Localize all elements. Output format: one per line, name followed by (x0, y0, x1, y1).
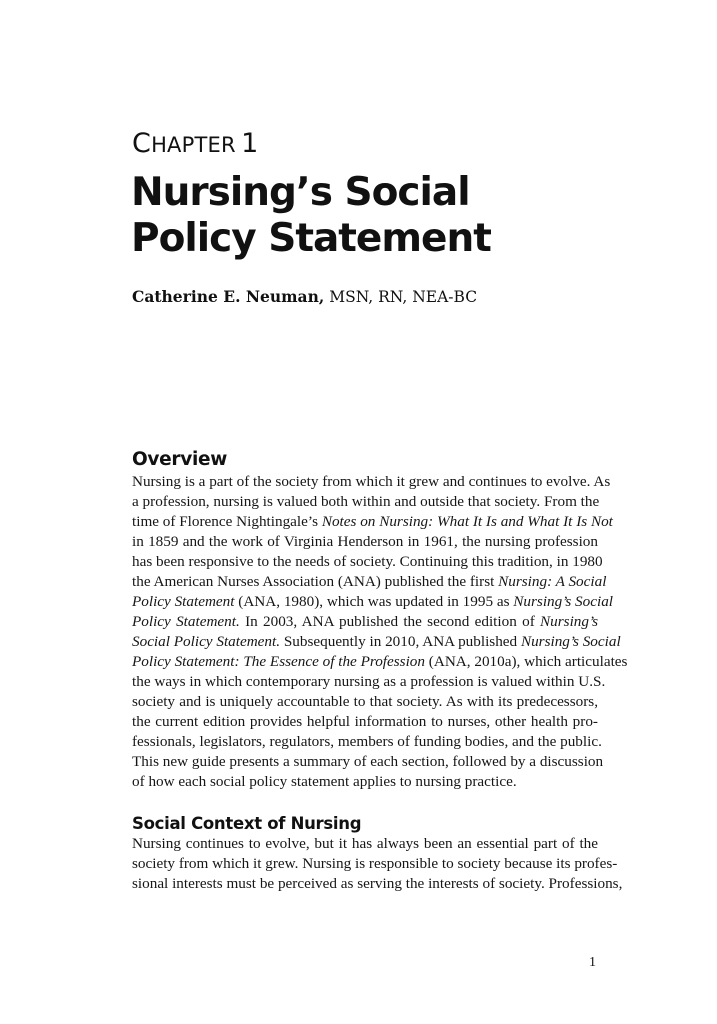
text-line (132, 472, 611, 492)
text-line (132, 732, 602, 752)
chapter-label-initial: C (132, 128, 152, 159)
social-context-heading: Social Context of Nursing (132, 814, 362, 833)
italic-title-run: Nursing’s Social (513, 593, 614, 610)
text-line (132, 612, 598, 632)
text-line (132, 652, 628, 672)
text-line (132, 532, 598, 552)
author-name: Catherine E. Neuman, (132, 287, 325, 306)
italic-title-run: Social Policy Statement. (132, 633, 281, 650)
text-run: the current edition provides helpful information to nurses, other health pro- (132, 713, 598, 730)
chapter-title-line-2: Policy Statement (131, 216, 491, 261)
italic-title-run: Nursing’s (540, 613, 599, 630)
overview-heading: Overview (132, 449, 228, 470)
overview-paragraph (132, 472, 628, 792)
text-line (132, 874, 623, 894)
text-line (132, 834, 598, 854)
text-line (132, 632, 621, 652)
text-line (132, 552, 603, 572)
text-run: time of Florence Nightingale’s (132, 513, 322, 530)
author-credentials: MSN, RN, NEA-BC (329, 288, 478, 306)
chapter-number: 1 (241, 128, 259, 159)
text-line (132, 512, 613, 532)
social-context-paragraph (132, 834, 623, 894)
italic-title-run: Nursing’s Social (520, 633, 621, 650)
text-line (132, 752, 604, 772)
text-run: has been responsive to the needs of society. Continuing this tradition, in 1980 (132, 553, 603, 570)
text-run: the ways in which contemporary nursing as a profession is valued within U.S. (132, 673, 606, 690)
text-run: (ANA, 1980), which was updated in 1995 as (234, 593, 514, 610)
text-run: of how each social policy statement applies to nursing practice. (132, 773, 517, 790)
chapter-label (132, 128, 258, 159)
text-run: (ANA, 2010a), which articulates (425, 653, 628, 670)
text-line (132, 572, 607, 592)
text-run: in 1859 and the work of Virginia Henderson in 1961, the nursing profession (132, 533, 598, 550)
text-run: In 2003, ANA published the second edition of (239, 613, 541, 630)
chapter-label-rest: HAPTER (151, 133, 236, 157)
text-line (132, 492, 598, 512)
text-run: Nursing is a part of the society from which it grew and continues to evolve. As (132, 473, 611, 490)
text-run: the American Nurses Association (ANA) published the first (132, 573, 499, 590)
text-run: Nursing continues to evolve, but it has always been an essential part of the (132, 835, 598, 852)
text-run: society from which it grew. Nursing is responsible to society because its profes- (132, 855, 618, 872)
text-run: fessionals, legislators, regulators, members of funding bodies, and the public. (132, 733, 602, 750)
page-number: 1 (589, 955, 596, 970)
italic-title-run: Policy Statement: The Essence of the Profession (132, 653, 425, 670)
chapter-title-line-1: Nursing’s Social (131, 170, 470, 215)
text-run: a profession, nursing is valued both within and outside that society. From the (132, 493, 600, 510)
text-line (132, 854, 618, 874)
text-run: sional interests must be perceived as serving the interests of society. Professions, (132, 875, 623, 892)
italic-title-run: Nursing: A Social (498, 573, 607, 590)
text-line (132, 592, 614, 612)
text-line (132, 672, 606, 692)
text-run: society and is uniquely accountable to that society. As with its predecessors, (132, 693, 598, 710)
italic-title-run: Policy Statement (132, 593, 235, 610)
author-byline (132, 287, 477, 306)
text-line (132, 712, 598, 732)
text-line (132, 772, 598, 792)
text-run: This new guide presents a summary of each section, followed by a discussion (132, 753, 604, 770)
italic-title-run: Policy Statement. (132, 613, 240, 630)
text-line (132, 692, 598, 712)
chapter-title (131, 170, 551, 262)
text-run: Subsequently in 2010, ANA published (280, 633, 521, 650)
italic-title-run: Notes on Nursing: What It Is and What It Is Not (321, 513, 613, 530)
